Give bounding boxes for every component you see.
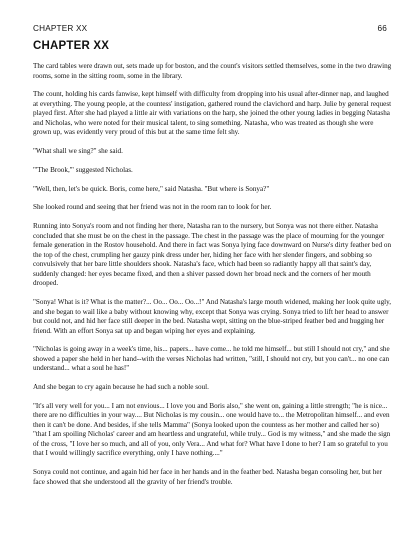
paragraph: The card tables were drawn out, sets made up for boston, and the count's visitors settled themselves, some in the two drawing rooms, some in the sitting room, some in the library.: [33, 62, 392, 80]
running-header: [33, 24, 387, 33]
paragraph: Running into Sonya's room and not finding her there, Natasha ran to the nursery, but Sonya was not there either. Natasha concluded that she must be on the chest in the passage. The chest in the passage was the place of mourning for the younger female generation in the Rostov household. And there in fact was Sonya lying face downward on Nurse's dirty feather bed on the top of the chest, crumpling her gauzy pink dress under her, hiding her face with her slender fingers, and sobbing so convulsively that her bare little shoulders shook. Natasha's face, which had been so radiantly happy all that saint's day, suddenly changed: her eyes became fixed, and then a shiver passed down her broad neck and the corners of her mouth drooped.: [33, 222, 392, 288]
paragraph: The count, holding his cards fanwise, kept himself with difficulty from dropping into his usual after-dinner nap, and laughed at everything. The young people, at the countess' instigation, gathered round the clavichord and harp. Julie by general request played first. After she had played a little air with variations on the harp, she joined the other young ladies in begging Natasha and Nicholas, who were noted for their musical talent, to sing something. Natasha, who was treated as though she were grown up, was evidently very proud of this but at the same time felt shy.: [33, 90, 392, 137]
chapter-body: [33, 62, 393, 497]
paragraph: Sonya could not continue, and again hid her face in her hands and in the feather bed. Natasha began consoling her, but her face showed that she understood all the gravity of her friend's trouble.: [33, 468, 382, 486]
paragraph: "'The Brook,'" suggested Nicholas.: [33, 165, 133, 174]
running-title: CHAPTER XX: [33, 24, 88, 33]
paragraph: And she began to cry again because he had such a noble soul.: [33, 383, 209, 392]
paragraph: She looked round and seeing that her friend was not in the room ran to look for her.: [33, 203, 272, 212]
page-number: 66: [377, 24, 387, 33]
paragraph: "Sonya! What is it? What is the matter?... Oo... Oo... Oo...!" And Natasha's large mouth widened, making her look quite ugly, and she began to wail like a baby without knowing why, except that Sonya was crying. Sonya tried to lift her head to answer but could not, and hid her face still deeper in the bed. Natasha wept, sitting on the blue-striped feather bed and hugging her friend. With an effort Sonya sat up and began wiping her eyes and explaining.: [33, 298, 392, 335]
chapter-title: CHAPTER XX: [33, 40, 110, 52]
paragraph: "Nicholas is going away in a week's time, his... papers... have come... he told me himself... but still I should not cry," and she showed a paper she held in her hand--with the verses Nicholas had written, "still, I should not cry, but you can't... no one can understand... what a soul he has!": [33, 345, 390, 373]
paragraph: "What shall we sing?" she said.: [33, 147, 123, 156]
paragraph: "Well, then, let's be quick. Boris, come here," said Natasha. "But where is Sonya?": [33, 184, 270, 193]
paragraph: "It's all very well for you... I am not envious... I love you and Boris also," she went on, gaining a little strength; "he is nice... there are no difficulties in your way.... But Nicholas is my cousin... one would have to... the Metropolitan himself... and even then it can't be done. And besides, if she tells Mamma" (Sonya looked upon the countess as her mother and called her so) "that I am spoiling Nicholas' career and am heartless and ungrateful, while truly... God is my witness," and she made the sign of the cross, "I love her so much, and all of you, only Vera... And what for? What have I done to her? I am so grateful to you that I would willingly sacrifice everything, only I have nothing....": [33, 401, 391, 458]
